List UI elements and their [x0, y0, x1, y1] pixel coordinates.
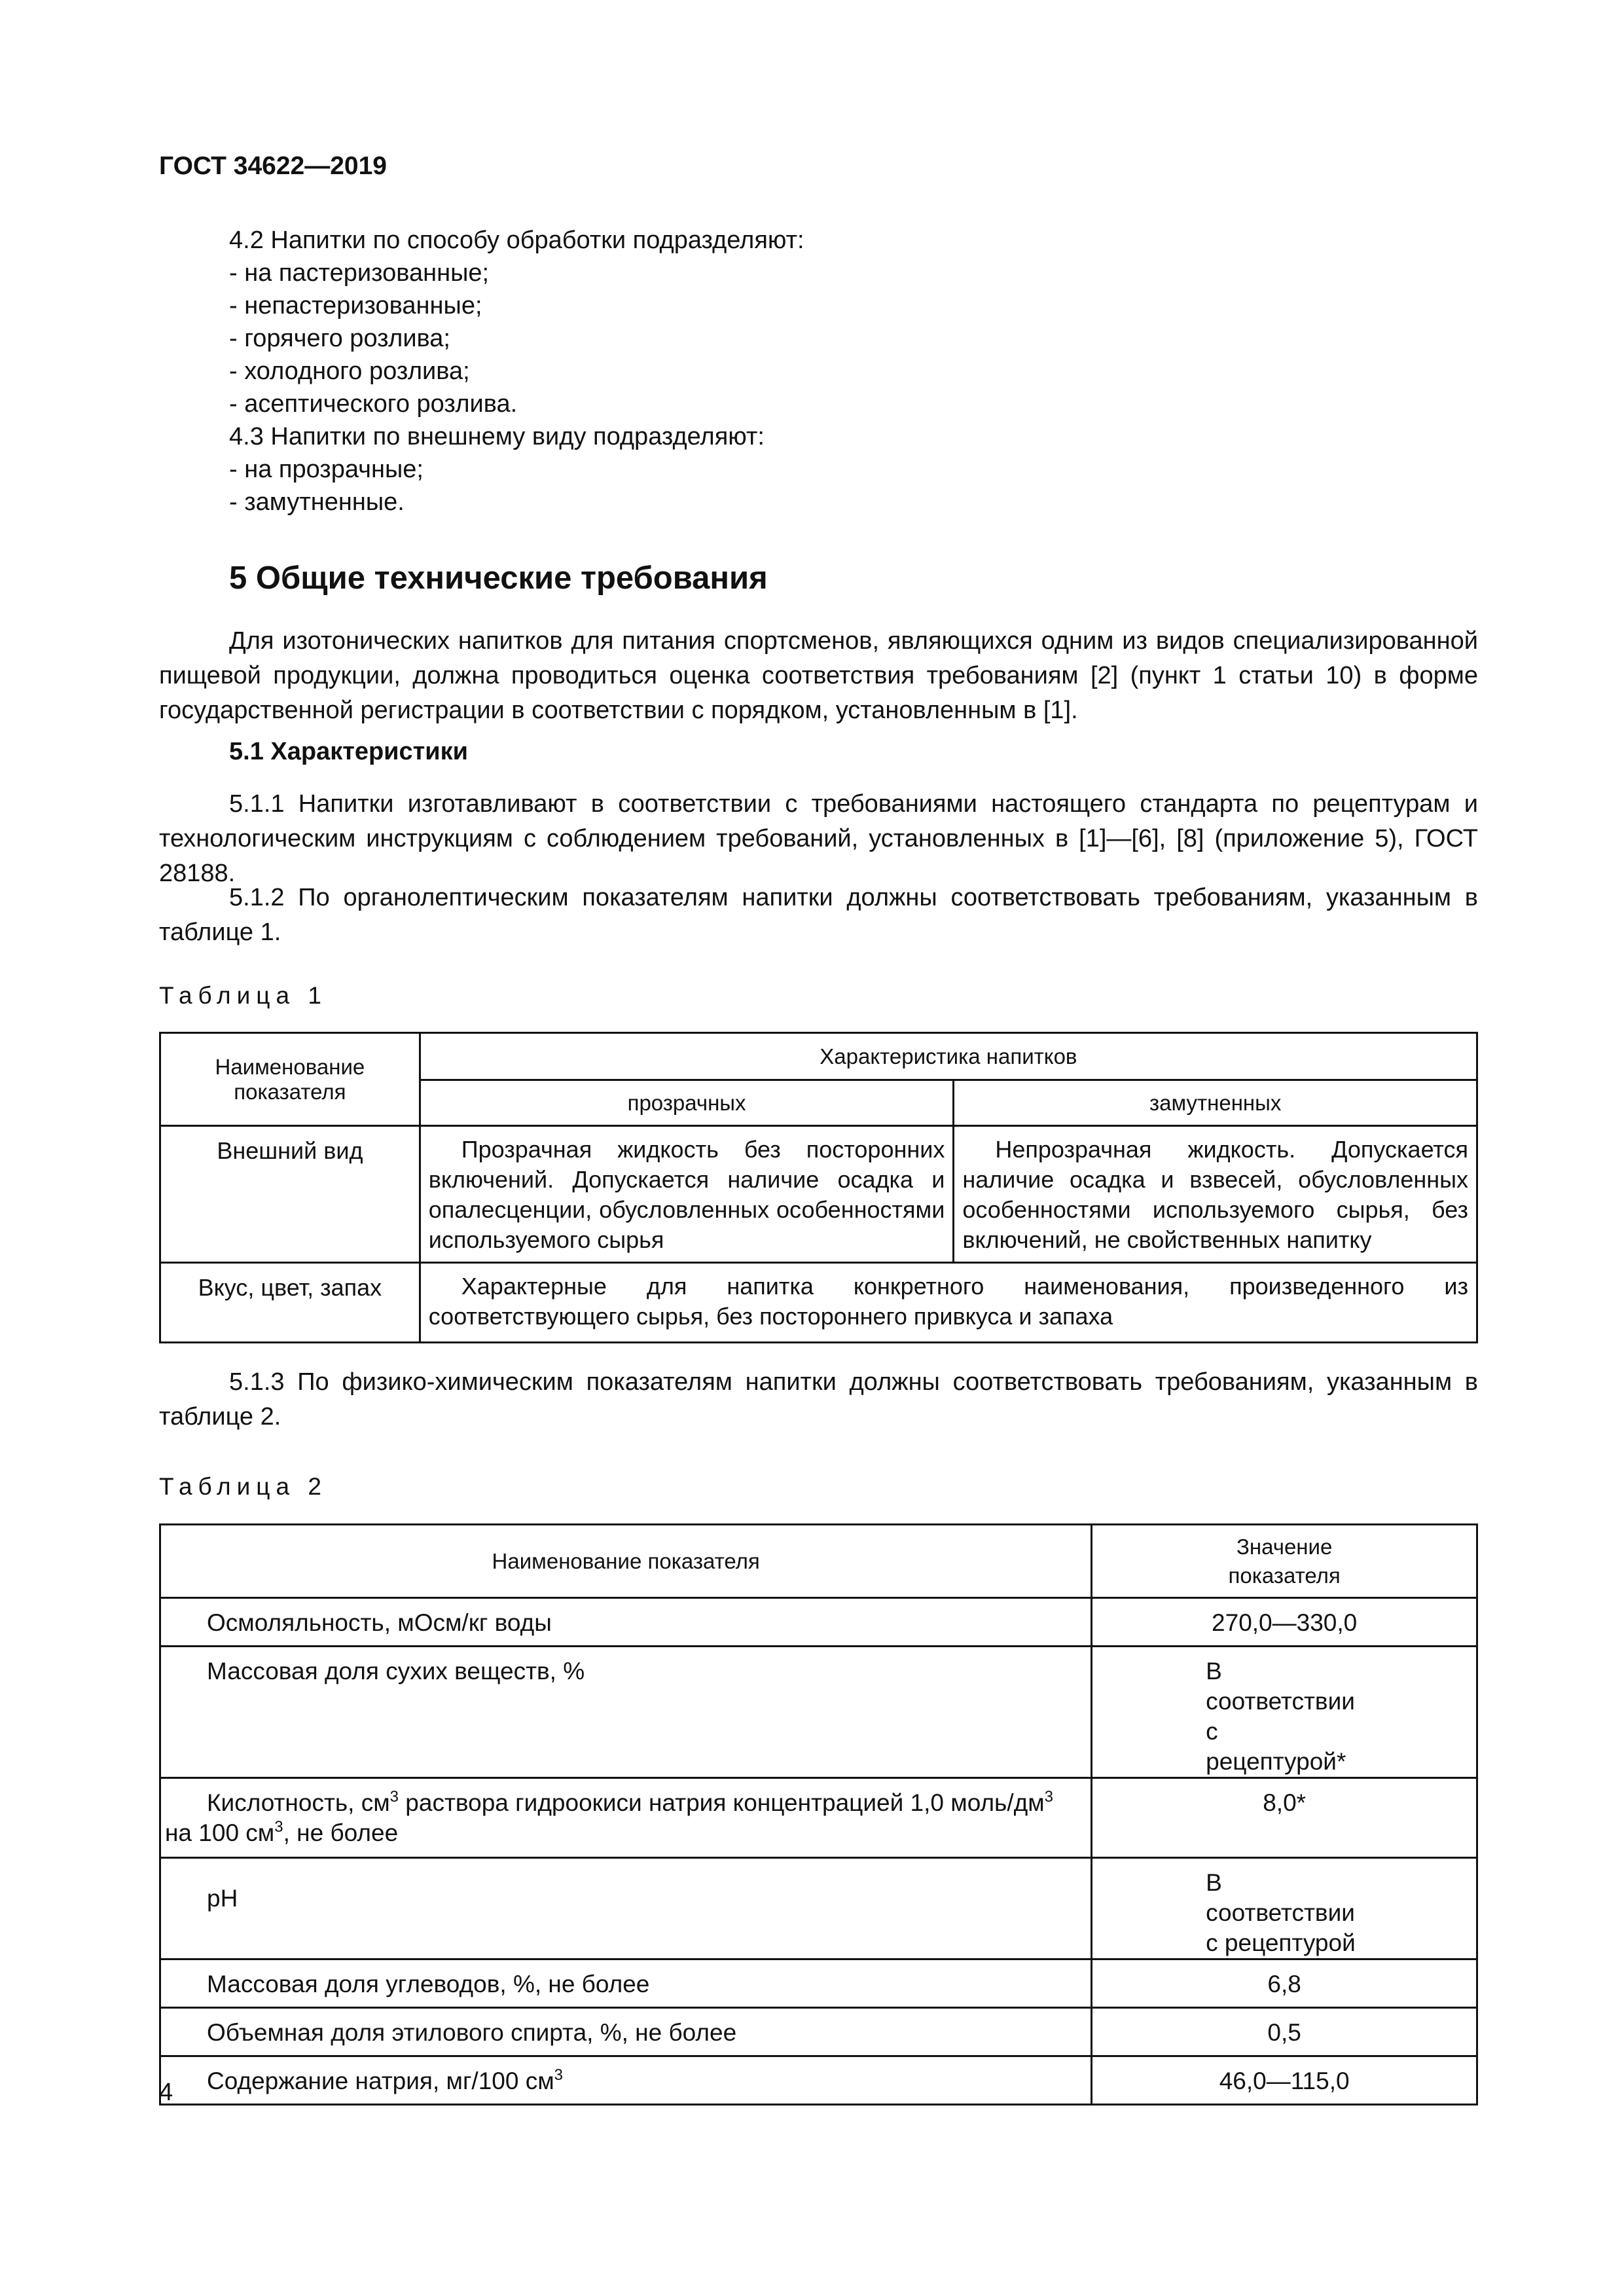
indicator-name: Содержание натрия, мг/100 $см^3$	[160, 2056, 1092, 2105]
list-item: - горячего розлива;	[229, 325, 450, 352]
subsection-5-1-heading: 5.1 Характеристики	[229, 738, 469, 765]
clause-5-1-3: 5.1.3 По физико-химическим показателям напитки должны соответствовать требованиям, указанным в таблице 2.	[159, 1368, 1478, 1430]
section-5-heading: 5 Общие технические требования	[229, 560, 768, 596]
table-2-caption: Таблица 2	[159, 1473, 327, 1500]
list-item: - замутненные.	[229, 488, 405, 516]
clear-value: Прозрачная жидкость без посторонних включений. Допускается наличие осадка и опалесценции, обусловленных особенностями используемого сырья	[420, 1126, 954, 1263]
indicator-value: В соответствии с рецептурой*	[1092, 1647, 1477, 1778]
document-header: ГОСТ 34622—2019	[159, 152, 387, 180]
indicator-name: Кислотность, $см^3$ раствора гидроокиси натрия концентрацией 1,0 моль/$дм^3$ на 100 $см^3$, не более	[160, 1778, 1092, 1858]
indicator-value: 6,8	[1092, 1959, 1477, 2008]
table-row	[160, 2056, 1477, 2105]
row-name: Внешний вид	[160, 1126, 420, 1263]
section-5-intro: Для изотонических напитков для питания спортсменов, являющихся одним из видов специализированной пищевой продукции, должна проводиться оценка соответствия требованиям [2] (пункт 1 статьи 10) в форме государственной регистрации в соответствии с порядком, установленным в [1].	[159, 627, 1478, 724]
table-row	[160, 1778, 1477, 1858]
table-row	[160, 1263, 1477, 1343]
clause-5-1-2: 5.1.2 По органолептическим показателям напитки должны соответствовать требованиям, указанным в таблице 1.	[159, 884, 1478, 946]
col-header-indicator-name: Наименование показателя	[160, 1525, 1092, 1598]
indicator-value: В соответствии с рецептурой	[1092, 1858, 1477, 1959]
col-header-characteristics: Характеристика напитков	[420, 1033, 1477, 1080]
indicator-value: 46,0—115,0	[1092, 2056, 1477, 2105]
list-item: - холодного розлива;	[229, 357, 470, 385]
col-header-clear: прозрачных	[420, 1080, 954, 1126]
table-row	[160, 1959, 1477, 2008]
col-header-indicator-name: Наименование показателя	[160, 1033, 420, 1126]
organoleptic-table	[159, 1032, 1478, 1343]
table-1-caption: Таблица 1	[159, 982, 327, 1009]
indicator-name: Массовая доля сухих веществ, %	[160, 1647, 1092, 1778]
col-header-value: Значение показателя	[1092, 1525, 1477, 1598]
row-name: Вкус, цвет, запах	[160, 1263, 420, 1343]
indicator-value: 0,5	[1092, 2008, 1477, 2056]
page-number: 4	[159, 2079, 173, 2106]
list-item: - асептического розлива.	[229, 390, 518, 418]
indicator-value: 270,0—330,0	[1092, 1598, 1477, 1647]
list-item: - на пастеризованные;	[229, 259, 490, 287]
col-header-cloudy: замутненных	[954, 1080, 1477, 1126]
indicator-name: pH	[160, 1858, 1092, 1959]
list-item: - на прозрачные;	[229, 456, 424, 483]
table-row	[160, 1647, 1477, 1778]
physicochemical-table	[159, 1523, 1478, 2105]
table-row	[160, 2008, 1477, 2056]
cloudy-value: Непрозрачная жидкость. Допускается наличие осадка и взвесей, обусловленных особенностями используемого сырья, без включений, не свойственных напитку	[954, 1126, 1477, 1263]
table-row	[160, 1858, 1477, 1959]
indicator-name: Осмоляльность, мОсм/кг воды	[160, 1598, 1092, 1647]
clause-4-3-title: 4.3 Напитки по внешнему виду подразделяют:	[229, 423, 765, 450]
indicator-name: Объемная доля этилового спирта, %, не более	[160, 2008, 1092, 2056]
table-row	[160, 1598, 1477, 1647]
clause-5-1-1: 5.1.1 Напитки изготавливают в соответствии с требованиями настоящего стандарта по рецептурам и технологическим инструкциям с соблюдением требований, установленных в [1]—[6], [8] (приложение 5), ГОСТ 28188.	[159, 790, 1478, 887]
indicator-value: 8,0*	[1092, 1778, 1477, 1858]
table-row	[160, 1126, 1477, 1263]
clause-4-2-title: 4.2 Напитки по способу обработки подразделяют:	[229, 227, 804, 254]
indicator-name: Массовая доля углеводов, %, не более	[160, 1959, 1092, 2008]
list-item: - непастеризованные;	[229, 292, 482, 319]
combined-value: Характерные для напитка конкретного наименования, произведенного из соответствующего сырья, без постороннего привкуса и запаха	[420, 1263, 1477, 1343]
